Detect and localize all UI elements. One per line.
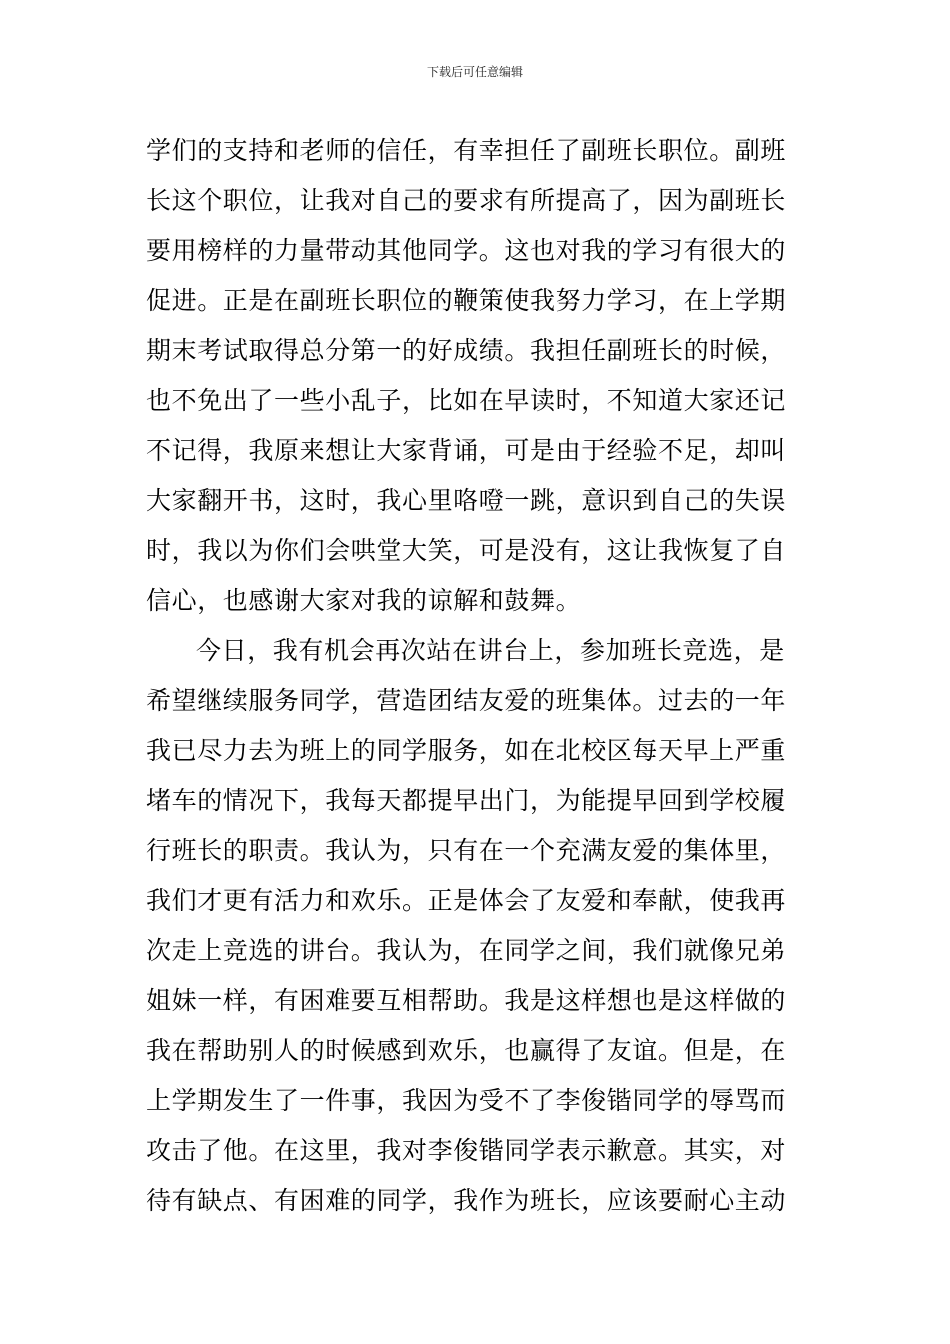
- text-line: 我在帮助别人的时候感到欢乐，也赢得了友谊。但是，在: [146, 1036, 787, 1065]
- text-line: 行班长的职责。我认为，只有在一个充满友爱的集体里，: [146, 836, 787, 865]
- text-line: 我们才更有活力和欢乐。正是体会了友爱和奉献，使我再: [146, 886, 787, 915]
- text-line: 姐妹一样，有困难要互相帮助。我是这样想也是这样做的: [146, 986, 787, 1015]
- page-header: 下载后可任意编辑: [426, 65, 523, 79]
- text-line: 促进。正是在副班长职位的鞭策使我努力学习，在上学期: [146, 286, 787, 315]
- text-line: 堵车的情况下，我每天都提早出门，为能提早回到学校履: [146, 786, 787, 815]
- text-line: 我已尽力去为班上的同学服务，如在北校区每天早上严重: [146, 736, 787, 765]
- text-line: 待有缺点、有困难的同学，我作为班长，应该要耐心主动: [146, 1186, 787, 1215]
- text-line: 长这个职位，让我对自己的要求有所提高了，因为副班长: [146, 186, 787, 215]
- text-line: 学们的支持和老师的信任，有幸担任了副班长职位。副班: [146, 136, 787, 165]
- paragraph-start-line: 今日，我有机会再次站在讲台上，参加班长竞选，是: [196, 636, 785, 665]
- text-line: 时，我以为你们会哄堂大笑，可是没有，这让我恢复了自: [146, 536, 787, 565]
- text-line: 次走上竞选的讲台。我认为，在同学之间，我们就像兄弟: [146, 936, 787, 965]
- text-line: 要用榜样的力量带动其他同学。这也对我的学习有很大的: [146, 236, 787, 265]
- text-line: 信心，也感谢大家对我的谅解和鼓舞。: [146, 586, 582, 615]
- text-line: 期末考试取得总分第一的好成绩。我担任副班长的时候，: [146, 336, 787, 365]
- text-line: 也不免出了一些小乱子，比如在早读时，不知道大家还记: [146, 386, 787, 415]
- document-body: [146, 126, 808, 1226]
- text-line: 上学期发生了一件事，我因为受不了李俊锴同学的辱骂而: [146, 1086, 787, 1115]
- text-line: 希望继续服务同学，营造团结友爱的班集体。过去的一年: [146, 686, 787, 715]
- text-line: 大家翻开书，这时，我心里咯噔一跳，意识到自己的失误: [146, 486, 787, 515]
- text-line: 不记得，我原来想让大家背诵，可是由于经验不足，却叫: [146, 436, 787, 465]
- text-line: 攻击了他。在这里，我对李俊锴同学表示歉意。其实，对: [146, 1136, 787, 1165]
